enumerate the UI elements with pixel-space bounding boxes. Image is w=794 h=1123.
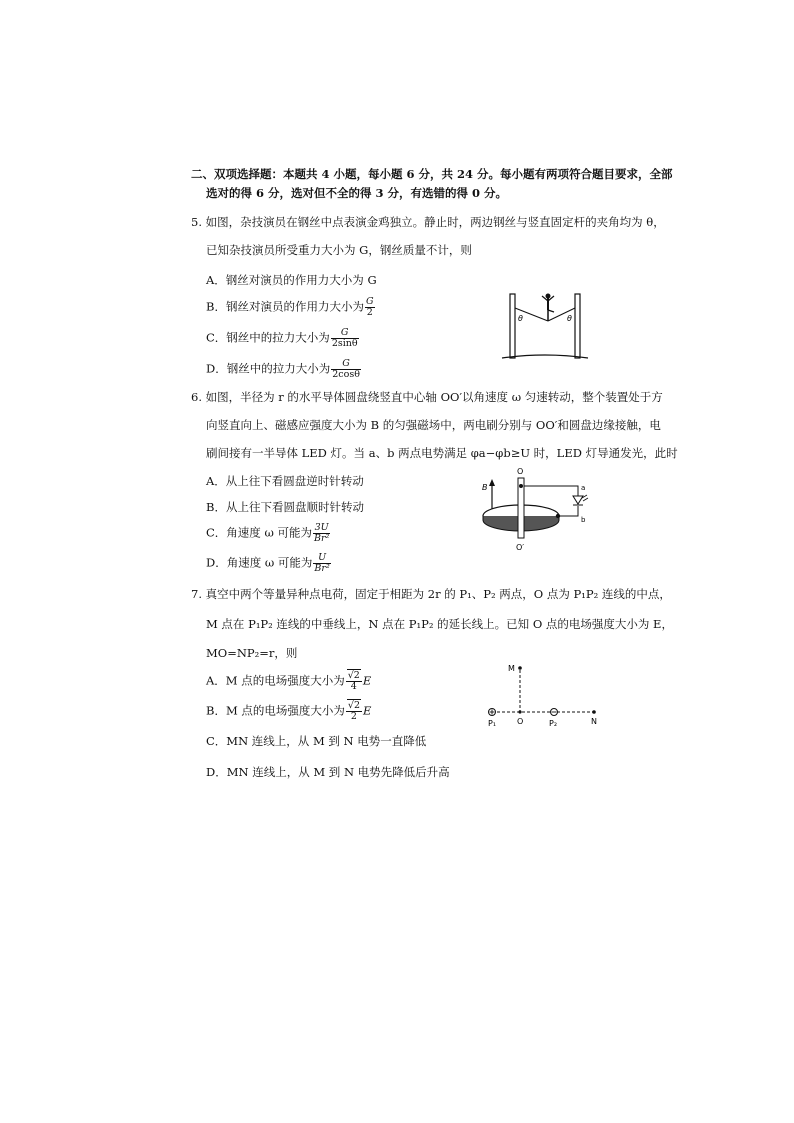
q7-stem-line1: 7. 真空中两个等量异种点电荷，固定于相距为 2r 的 P₁、P₂ 两点，O 点为 P₁P₂ 连线的中点， <box>191 587 671 601</box>
q7-option-b-fraction: $\frac{√2}{2}$ <box>347 700 360 722</box>
acrobat-icon <box>542 294 554 322</box>
q7-label-o: O <box>517 717 524 726</box>
q5-stem-line2: 已知杂技演员所受重力大小为 G，钢丝质量不计，则 <box>206 243 472 257</box>
q6-label-top: O <box>517 467 524 476</box>
q7-label-p2: P₂ <box>549 719 558 728</box>
q6-option-d-fraction: $\frac{U}{\text{Br²}}$ <box>314 552 330 574</box>
q7-stem-line2: M 点在 P₁P₂ 连线的中垂线上，N 点在 P₁P₂ 的延长线上。已知 O 点的电场强度大小为 E， <box>206 617 673 631</box>
section-header-line2: 选对的得 6 分，选对但不全的得 3 分，有选错的得 0 分。 <box>206 186 508 200</box>
wire-a <box>524 486 578 496</box>
q7-option-c: C．MN 连线上，从 M 到 N 电势一直降低 <box>206 734 427 748</box>
q6-label-a: a <box>581 484 586 492</box>
q5-left-angle-label: θ <box>518 314 523 323</box>
q5-option-d-fraction: $\frac{G}{2\cos\theta}$ <box>332 358 360 380</box>
q6-stem-line2: 向竖直向上、磁感应强度大小为 B 的匀强磁场中，两电刷分别与 OO′和圆盘边缘接触，电 <box>206 418 661 432</box>
q6-option-c-fraction: $\frac{3U}{\text{Br²}}$ <box>314 522 330 544</box>
brush-edge <box>556 514 560 518</box>
q7-label-m: M <box>508 664 515 673</box>
q7-option-d: D．MN 连线上，从 M 到 N 电势先降低后升高 <box>206 765 450 779</box>
q6-option-d: D．角速度 ω 可能为 $\frac{U}{\text{Br²}}$ <box>206 552 330 574</box>
q5-option-c: C．钢丝中的拉力大小为 $\frac{G}{2\sin\theta}$ <box>206 327 358 349</box>
negative-charge-icon <box>551 709 558 716</box>
q6-label-b: b <box>581 516 586 524</box>
q7-stem-line3: MO=NP₂=r，则 <box>206 646 298 660</box>
q7-charges-figure <box>484 660 608 730</box>
q7-option-a-fraction: $\frac{√2}{4}$ <box>347 670 360 692</box>
point-o <box>518 710 521 713</box>
q6-option-b: B．从上往下看圆盘顺时针转动 <box>206 500 364 514</box>
q7-option-b: B．M 点的电场强度大小为 $\frac{√2}{2}$ E <box>206 700 372 722</box>
q7-option-a: A．M 点的电场强度大小为 $\frac{√2}{4}$ E <box>206 670 372 692</box>
q7-label-n: N <box>591 717 597 726</box>
section-header-line1: 二、双项选择题：本题共 4 小题，每小题 6 分，共 24 分。每小题有两项符合题目要求，全部 <box>191 167 673 181</box>
led-icon <box>573 495 588 505</box>
wire-b <box>560 506 578 516</box>
q6-option-c: C．角速度 ω 可能为 $\frac{3U}{\text{Br²}}$ <box>206 522 330 544</box>
left-pole <box>510 294 515 358</box>
q6-label-field: B <box>482 483 488 492</box>
q6-stem-line1: 6. 如图，半径为 r 的水平导体圆盘绕竖直中心轴 OO′以角速度 ω 匀速转动，整个装置处于方 <box>191 390 663 404</box>
q7-label-p1: P₁ <box>488 719 497 728</box>
q5-option-d: D．钢丝中的拉力大小为 $\frac{G}{2\cos\theta}$ <box>206 358 360 380</box>
right-pole <box>575 294 580 358</box>
q6-disk-figure <box>478 466 598 556</box>
point-m <box>518 666 522 670</box>
arrow-up-icon <box>489 479 495 486</box>
brush-top <box>519 484 523 488</box>
q5-right-angle-label: θ <box>567 314 572 323</box>
q6-label-bottom: O′ <box>516 543 525 552</box>
q5-option-a: A．钢丝对演员的作用力大小为 G <box>206 273 377 287</box>
q5-option-b: B．钢丝对演员的作用力大小为 $\frac{G}{2}$ <box>206 296 374 318</box>
q5-stem-line1: 5. 如图，杂技演员在钢丝中点表演金鸡独立。静止时，两边钢丝与竖直固定杆的夹角均为 θ， <box>191 215 665 229</box>
positive-charge-icon <box>489 709 496 716</box>
q6-stem-line3: 刷间接有一半导体 LED 灯。当 a、b 两点电势满足 φa−φb≥U 时，LED 灯导通发光，此时 <box>206 446 678 460</box>
q5-option-b-fraction: $\frac{G}{2}$ <box>365 296 374 318</box>
point-n <box>592 710 596 714</box>
q5-tightrope-figure <box>500 288 590 360</box>
q5-option-c-fraction: $\frac{G}{2\sin\theta}$ <box>331 327 358 349</box>
q6-option-a: A．从上往下看圆盘逆时针转动 <box>206 474 364 488</box>
